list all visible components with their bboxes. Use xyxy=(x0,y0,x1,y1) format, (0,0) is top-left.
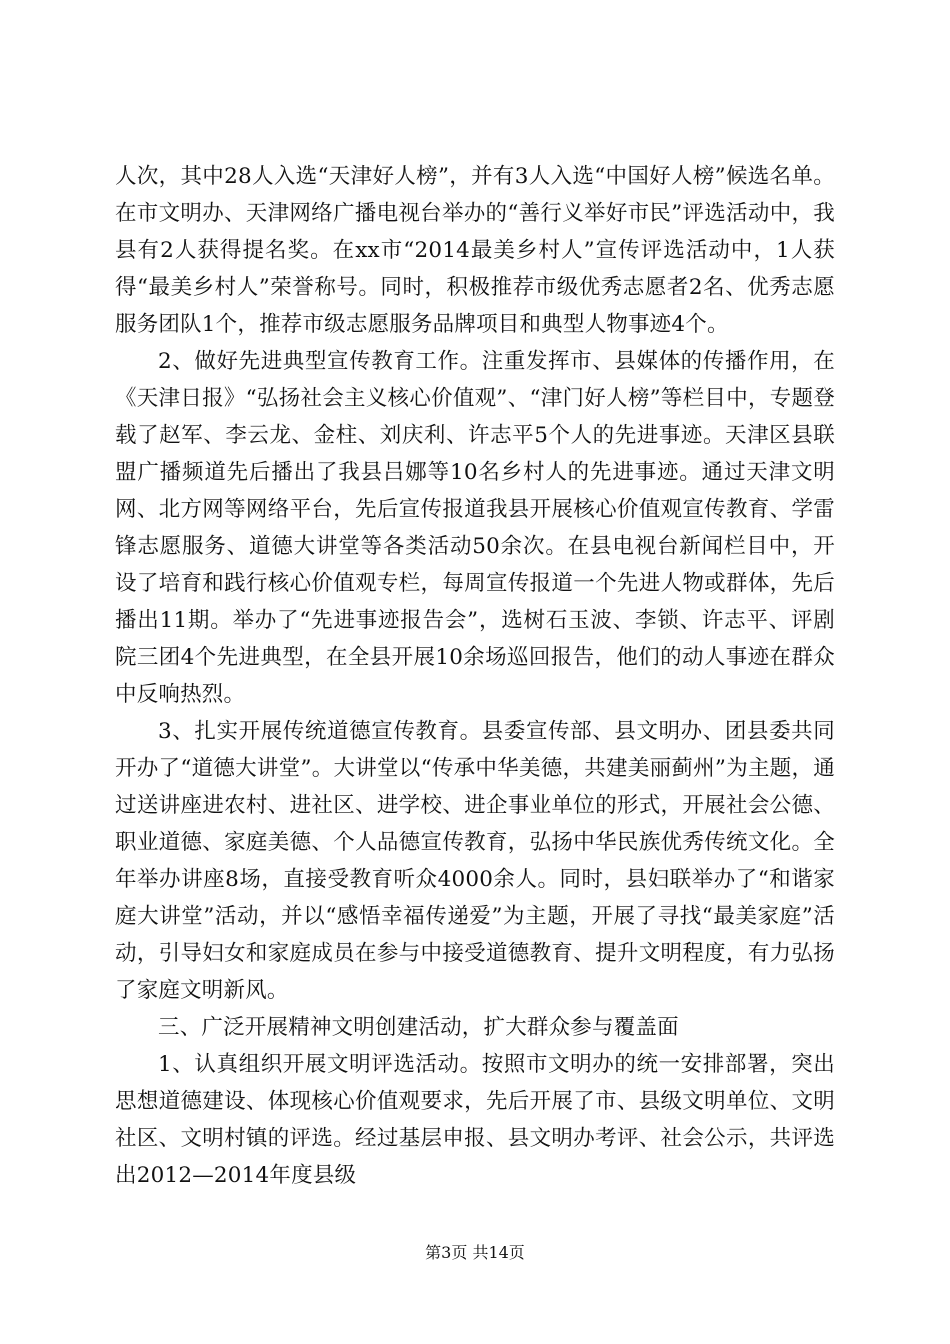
paragraph-3: 3、扎实开展传统道德宣传教育。县委宣传部、县文明办、团县委共同开办了“道德大讲堂”。大讲堂以“传承中华美德，共建美丽蓟州”为主题，通过送讲座进农村、进社区、进学校、进企事业单位的形式，开展社会公德、职业道德、家庭美德、个人品德宣传教育，弘扬中华民族优秀传统文化。全年举办讲座8场，直接受教育听众4000余人。同时，县妇联举办了“和谐家庭大讲堂”活动，并以“感悟幸福传递爱”为主题，开展了寻找“最美家庭”活动，引导妇女和家庭成员在参与中接受道德教育、提升文明程度，有力弘扬了家庭文明新风。 xyxy=(115,719,835,1003)
document-body xyxy=(115,158,835,1194)
paragraph-4: 1、认真组织开展文明评选活动。按照市文明办的统一安排部署，突出思想道德建设、体现核心价值观要求，先后开展了市、县级文明单位、文明社区、文明村镇的评选。经过基层申报、县文明办考评、社会公示，共评选出2012—2014年度县级 xyxy=(115,1052,835,1188)
paragraph-1: 人次，其中28人入选“天津好人榜”，并有3人入选“中国好人榜”候选名单。在市文明办、天津网络广播电视台举办的“善行义举好市民”评选活动中，我县有2人获得提名奖。在xx市“2014最美乡村人”宣传评选活动中，1人获得“最美乡村人”荣誉称号。同时，积极推荐市级优秀志愿者2名、优秀志愿服务团队1个，推荐市级志愿服务品牌项目和典型人物事迹4个。 xyxy=(115,164,835,337)
section-heading: 三、广泛开展精神文明创建活动，扩大群众参与覆盖面 xyxy=(158,1015,679,1040)
paragraph-2: 2、做好先进典型宣传教育工作。注重发挥市、县媒体的传播作用，在《天津日报》“弘扬社会主义核心价值观”、“津门好人榜”等栏目中，专题登载了赵军、李云龙、金柱、刘庆利、许志平5个人的先进事迹。天津区县联盟广播频道先后播出了我县吕娜等10名乡村人的先进事迹。通过天津文明网、北方网等网络平台，先后宣传报道我县开展核心价值观宣传教育、学雷锋志愿服务、道德大讲堂等各类活动50余次。在县电视台新闻栏目中，开设了培育和践行核心价值观专栏，每周宣传报道一个先进人物或群体，先后播出11期。举办了“先进事迹报告会”，选树石玉波、李锁、许志平、评剧院三团4个先进典型，在全县开展10余场巡回报告，他们的动人事迹在群众中反响热烈。 xyxy=(115,349,835,707)
page-footer: 第3页 共14页 xyxy=(425,1243,525,1262)
